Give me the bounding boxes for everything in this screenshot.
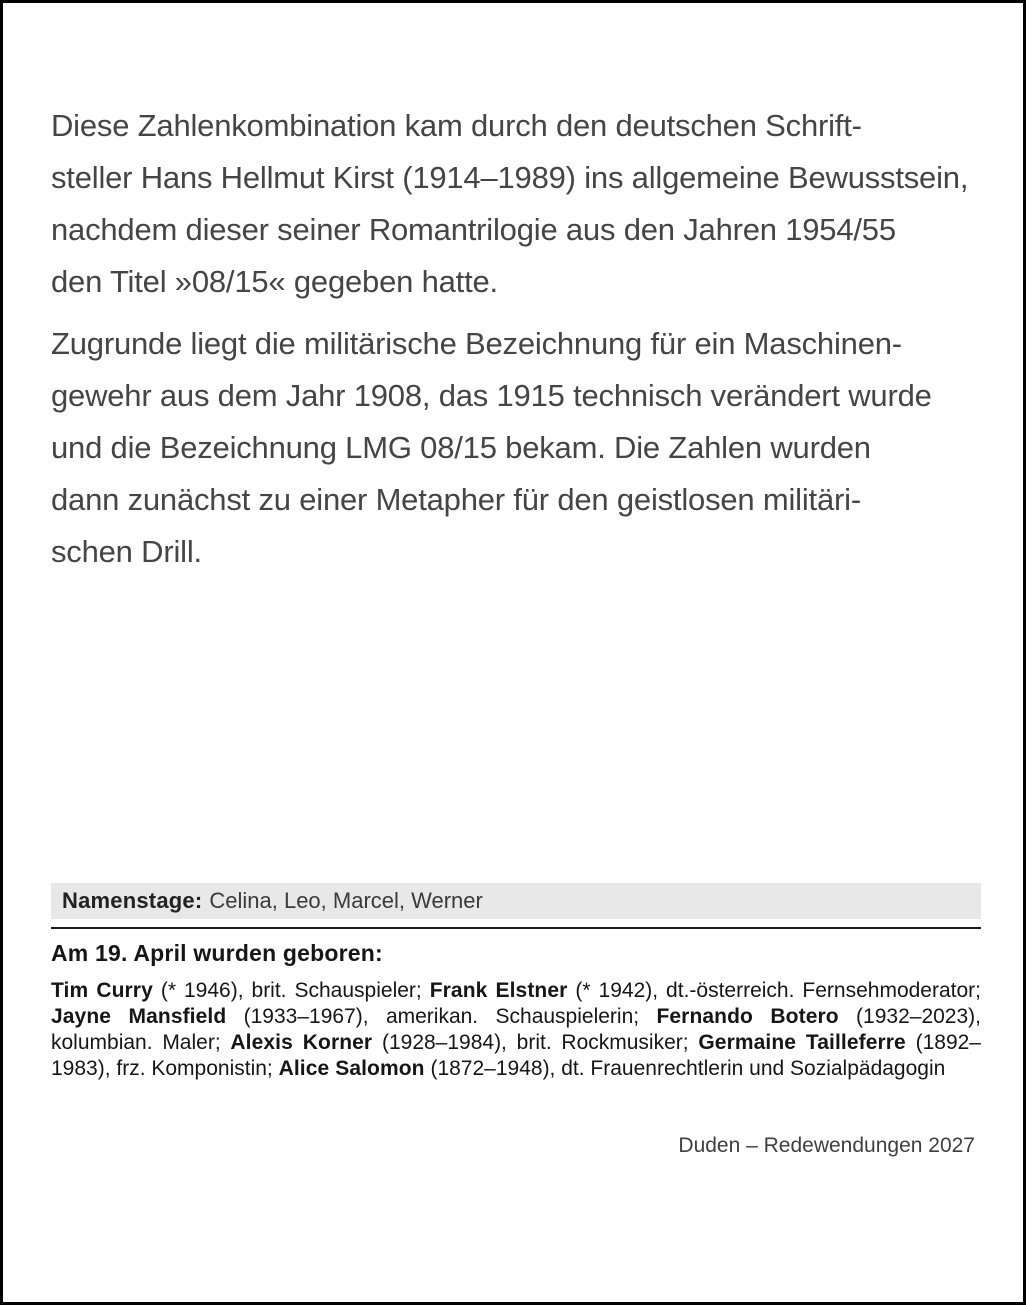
person-name: Tim Curry xyxy=(51,979,153,1002)
main-text-block xyxy=(51,100,983,588)
geboren-heading: Am 19. April wurden geboren: xyxy=(51,940,383,966)
divider-rule xyxy=(51,927,981,929)
person-details: (1928–1984), brit. Rockmusiker; xyxy=(372,1031,699,1054)
person-details: (1872–1948), dt. Frauenrechtlerin und Sozialpädagogin xyxy=(424,1057,946,1080)
person-name: Fernando Botero xyxy=(656,1005,839,1028)
person-details: (1892–1983), frz. Komponistin; xyxy=(51,1031,981,1080)
namenstage-bar xyxy=(51,883,981,919)
calendar-series-title: Duden – Redewendungen 2027 xyxy=(678,1134,975,1157)
person-details: (* 1942), dt.-österreich. Fernsehmoderator; xyxy=(567,979,982,1002)
person-name: Alexis Korner xyxy=(230,1031,373,1054)
person-details: (1932–2023), kolumbian. Maler; xyxy=(51,1005,981,1054)
person-details: (* 1946), brit. Schauspieler; xyxy=(152,979,430,1002)
person-name: Germaine Tailleferre xyxy=(698,1031,906,1054)
person-name: Frank Elstner xyxy=(429,979,568,1002)
person-name: Jayne Mansfield xyxy=(51,1005,227,1028)
geboren-text xyxy=(51,978,981,1082)
intro-paragraph-2: Zugrunde liegt die militärische Bezeichnung für ein Maschinen- gewehr aus dem Jahr 1908, das 1915 technisch verändert wurde und die Bezeichnung LMG 08/15 bekam. Die Zahlen wurden dann zunächst zu einer Metapher für den geistlosen militäri- schen Drill. xyxy=(51,326,932,569)
namenstage-names: Celina, Leo, Marcel, Werner xyxy=(209,888,483,913)
namenstage-label: Namenstage: xyxy=(62,888,203,913)
intro-paragraph-1: Diese Zahlenkombination kam durch den deutschen Schrift- steller Hans Hellmut Kirst (1914–1989) ins allgemeine Bewusstsein, nachdem dieser seiner Romantrilogie aus den Jahren 1954/55 den Titel »08/15« gegeben hatte. xyxy=(51,108,969,299)
person-details: (1933–1967), amerikan. Schauspielerin; xyxy=(226,1005,657,1028)
person-name: Alice Salomon xyxy=(278,1057,425,1080)
